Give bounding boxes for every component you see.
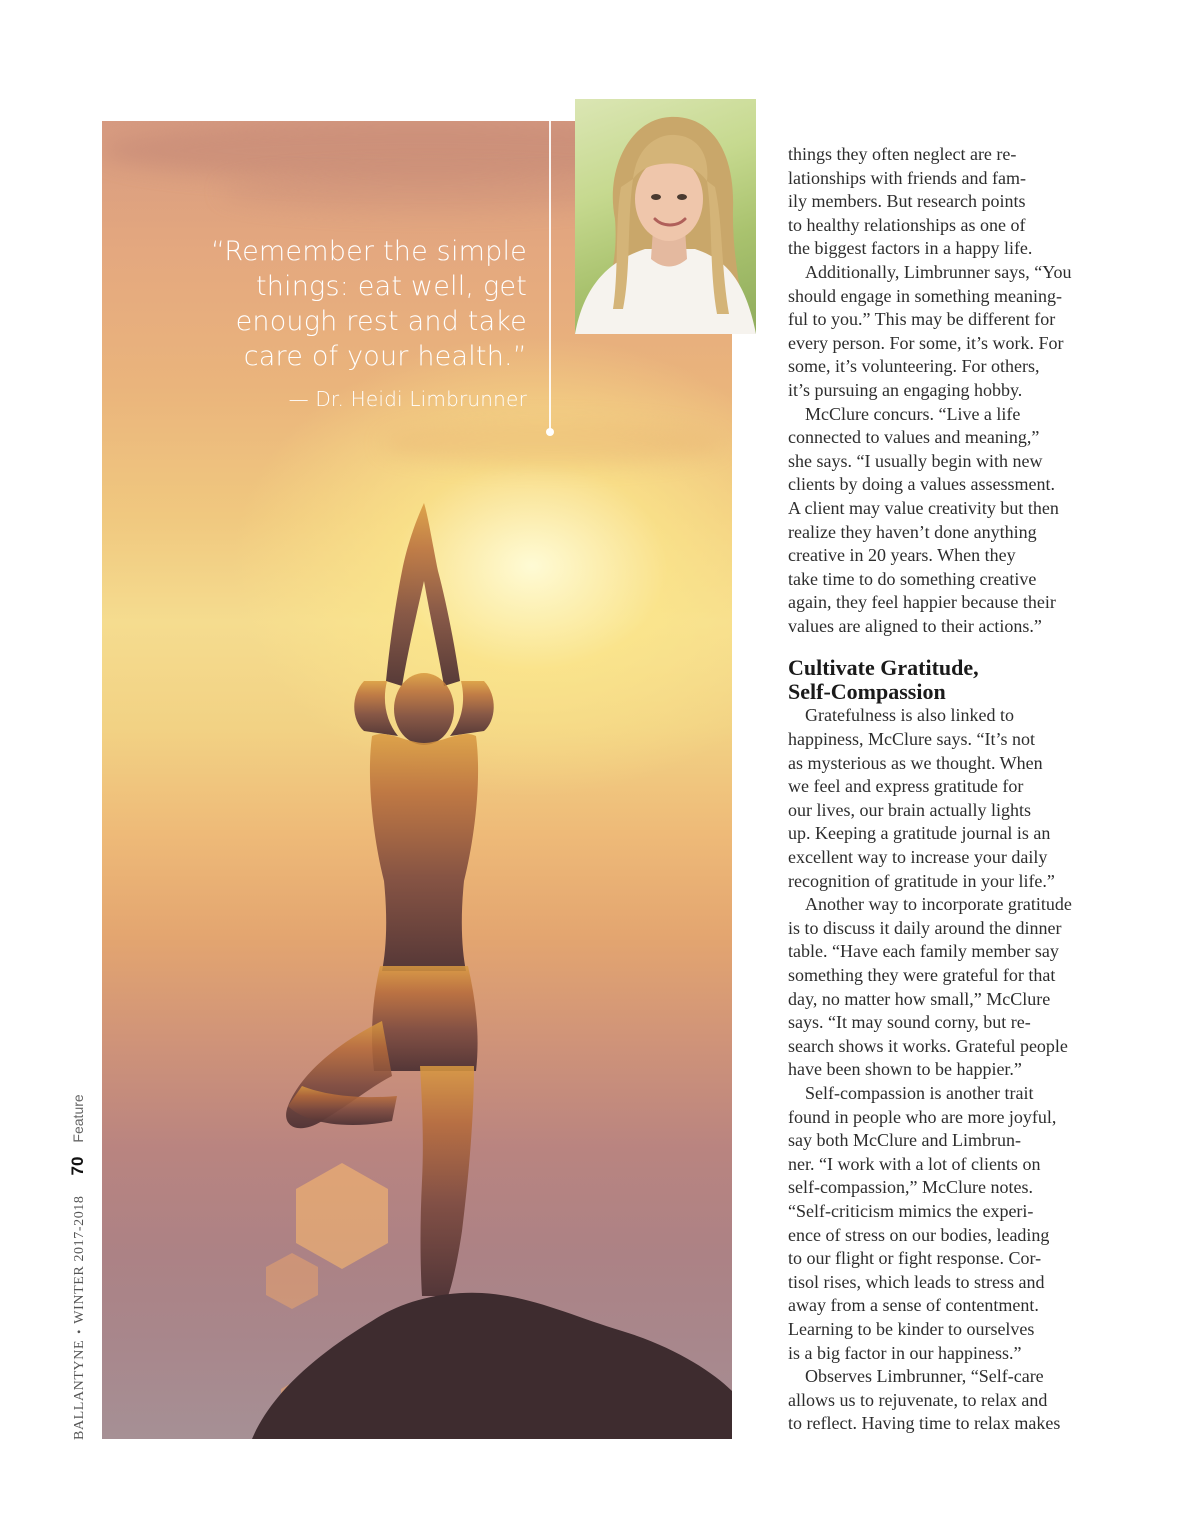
section-label: Feature — [70, 1094, 86, 1143]
text-line: she says. “I usually begin with new — [788, 450, 1043, 471]
text-line: to healthy relationships as one of — [788, 214, 1026, 235]
text-line: Learning to be kinder to ourselves — [788, 1318, 1035, 1339]
quote-divider-line — [549, 121, 551, 432]
paragraph — [788, 893, 1098, 1082]
text-line: Additionally, Limbrunner says, “You — [805, 261, 1072, 282]
text-line: ily members. But research points — [788, 191, 1026, 212]
text-line: ful to you.” This may be different for — [788, 309, 1056, 330]
text-line: to our flight or fight response. Cor- — [788, 1248, 1042, 1269]
text-line: values are aligned to their actions.” — [788, 615, 1042, 636]
text-line: some, it’s volunteering. For others, — [788, 356, 1040, 377]
text-line: is a big factor in our happiness.” — [788, 1342, 1022, 1363]
issue-date: WINTER 2017-2018 — [72, 1195, 87, 1324]
text-line: self-compassion,” McClure notes. — [788, 1177, 1033, 1198]
text-line: Gratefulness is also linked to — [805, 705, 1014, 726]
text-line: Another way to incorporate gratitude — [805, 894, 1072, 915]
paragraph — [788, 261, 1098, 403]
text-line: says. “It may sound corny, but re- — [788, 1012, 1031, 1033]
subhead-line: Self-Compassion — [788, 679, 946, 705]
paragraph — [788, 1082, 1098, 1365]
subhead-line: Cultivate Gratitude, — [788, 655, 979, 681]
page-number: 70 — [68, 1156, 87, 1176]
article-column — [788, 143, 1098, 1436]
section-subhead — [788, 656, 1098, 704]
text-line: should engage in something meaning- — [788, 285, 1062, 306]
pull-quote-line: “Remember the simple — [211, 236, 527, 267]
text-line: recognition of gratitude in your life.” — [788, 870, 1055, 891]
text-line: away from a sense of contentment. — [788, 1295, 1039, 1316]
paragraph — [788, 704, 1098, 893]
paragraph — [788, 143, 1098, 261]
headshot-photo — [575, 99, 756, 334]
text-line: say both McClure and Limbrun- — [788, 1130, 1021, 1151]
text-line: the biggest factors in a happy life. — [788, 238, 1033, 259]
text-line: creative in 20 years. When they — [788, 545, 1016, 566]
text-line: it’s pursuing an engaging hobby. — [788, 379, 1023, 400]
text-line: ence of stress on our bodies, leading — [788, 1224, 1050, 1245]
text-line: have been shown to be happier.” — [788, 1059, 1022, 1080]
text-line: Self-compassion is another trait — [805, 1082, 1034, 1103]
pull-quote-text — [147, 234, 527, 374]
text-line: take time to do something creative — [788, 568, 1037, 589]
page-folio — [68, 1094, 88, 1440]
pull-quote-line: things: eat well, get — [255, 271, 527, 302]
text-line: things they often neglect are re- — [788, 144, 1017, 164]
pull-quote-line: care of your health.” — [243, 341, 527, 372]
text-line: ner. “I work with a lot of clients on — [788, 1153, 1041, 1174]
text-line: something they were grateful for that — [788, 965, 1056, 985]
text-line: we feel and express gratitude for — [788, 776, 1024, 797]
text-line: up. Keeping a gratitude journal is an — [788, 823, 1051, 844]
text-line: is to discuss it daily around the dinner — [788, 917, 1062, 938]
text-line: realize they haven’t done anything — [788, 521, 1037, 542]
pull-quote — [147, 234, 527, 412]
text-line: connected to values and meaning,” — [788, 427, 1040, 448]
text-line: Observes Limbrunner, “Self-care — [805, 1366, 1044, 1387]
text-line: “Self-criticism mimics the experi- — [788, 1200, 1034, 1221]
text-line: tisol rises, which leads to stress and — [788, 1271, 1045, 1292]
paragraph — [788, 403, 1098, 639]
text-line: allows us to rejuvenate, to relax and — [788, 1389, 1048, 1410]
text-line: every person. For some, it’s work. For — [788, 332, 1064, 353]
text-line: excellent way to increase your daily — [788, 847, 1048, 868]
quote-divider-dot — [546, 428, 554, 436]
text-line: clients by doing a values assessment. — [788, 474, 1055, 495]
text-line: A client may value creativity but then — [788, 497, 1059, 518]
text-line: to reflect. Having time to relax makes — [788, 1413, 1061, 1434]
folio-separator: • — [72, 1329, 86, 1334]
pull-quote-line: enough rest and take — [235, 306, 527, 337]
text-line: table. “Have each family member say — [788, 941, 1059, 962]
publication-name: BALLANTYNE — [72, 1339, 87, 1440]
pull-quote-attribution: — Dr. Heidi Limbrunner — [288, 387, 527, 411]
text-line: as mysterious as we thought. When — [788, 752, 1043, 773]
text-line: again, they feel happier because their — [788, 592, 1056, 613]
text-line: lationships with friends and fam- — [788, 167, 1026, 188]
portrait-illustration — [575, 99, 756, 334]
paragraph — [788, 1365, 1098, 1436]
text-line: found in people who are more joyful, — [788, 1106, 1057, 1127]
text-line: McClure concurs. “Live a life — [805, 403, 1021, 424]
text-line: search shows it works. Grateful people — [788, 1035, 1068, 1056]
text-line: our lives, our brain actually lights — [788, 799, 1031, 820]
text-line: day, no matter how small,” McClure — [788, 988, 1051, 1009]
text-line: happiness, McClure says. “It’s not — [788, 729, 1035, 750]
